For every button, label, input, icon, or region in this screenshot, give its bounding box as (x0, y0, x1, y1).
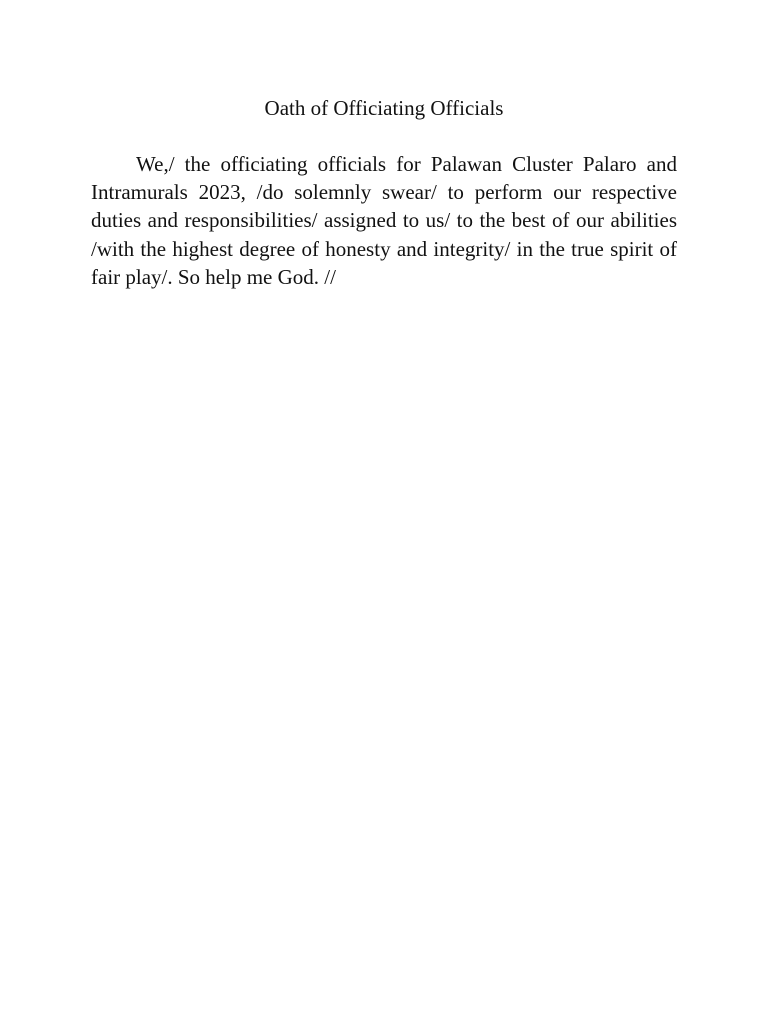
document-title: Oath of Officiating Officials (264, 96, 504, 120)
oath-paragraph: We,/ the officiating officials for Palawan Cluster Palaro and Intramurals 2023, /do solemnly swear/ to perform our respective duties and responsibilities/ assigned to us/ to the best of our abilities /with the highest degree of honesty and integrity/ in the true spirit of fair play/. So help me God. // (91, 152, 677, 289)
